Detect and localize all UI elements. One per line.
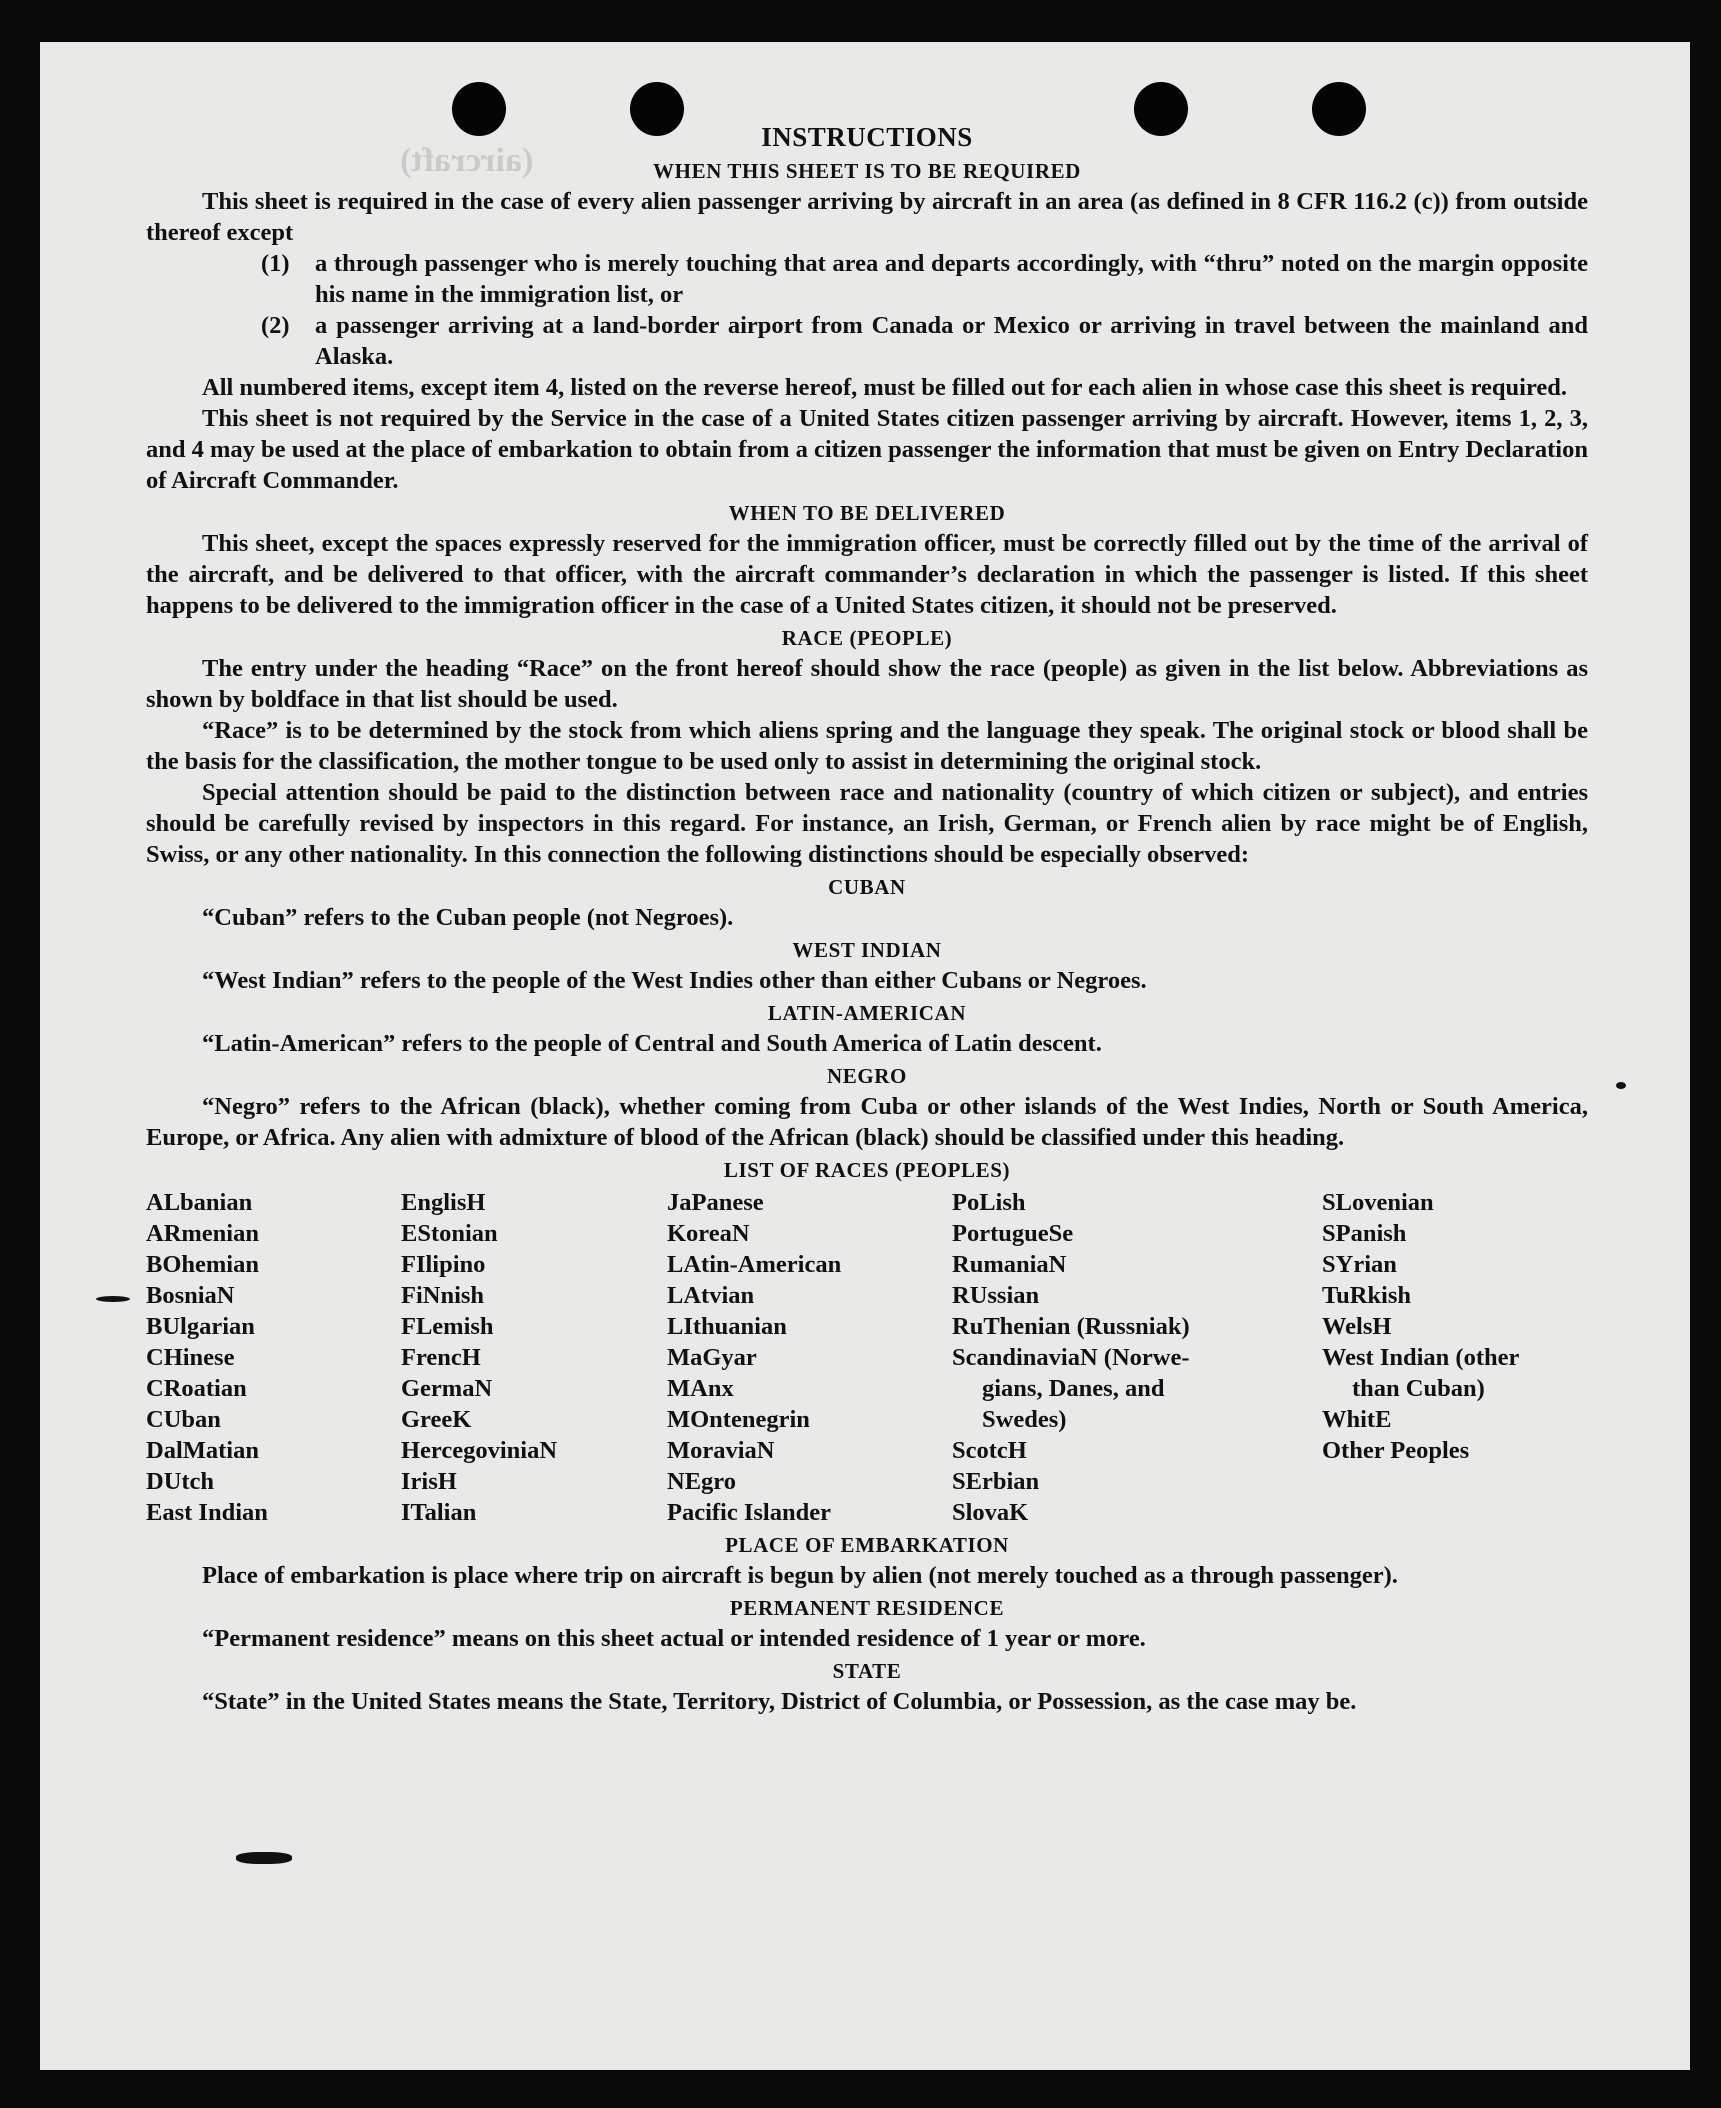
section-heading: PERMANENT RESIDENCE [729,1596,1005,1620]
race-entry: SLovenian [1322,1189,1434,1216]
race-entry: Other Peoples [1322,1437,1470,1464]
item-number: (1) [261,250,290,277]
page-title: INSTRUCTIONS [761,122,973,152]
race-entry: DUtch [146,1468,215,1495]
section-heading: LATIN-AMERICAN [767,1001,967,1025]
race-entry: BUlgarian [146,1313,255,1340]
race-entry: ALbanian [146,1189,253,1216]
race-entry: GreeK [401,1406,472,1433]
race-entry: BosniaN [146,1282,235,1309]
instructions-content [146,120,1588,1717]
race-entry: RuThenian (Russniak) [952,1313,1190,1340]
race-entry: FrencH [401,1344,481,1371]
ink-speck [96,1296,130,1302]
paragraph: “State” in the United States means the State, Territory, District of Columbia, or Possession, as the case may be. [202,1688,1357,1715]
paragraph: “West Indian” refers to the people of the West Indies other than either Cubans or Negroes. [202,967,1147,994]
section-heading: WHEN THIS SHEET IS TO BE REQUIRED [653,159,1081,183]
paragraph: “Latin-American” refers to the people of Central and South America of Latin descent. [202,1030,1102,1057]
paragraph: “Cuban” refers to the Cuban people (not Negroes). [202,904,734,931]
race-entry: gians, Danes, and [982,1375,1165,1402]
race-entry: LAtvian [667,1282,755,1309]
race-entry: MOntenegrin [667,1406,810,1433]
ink-speck [1616,1082,1626,1089]
race-entry: BOhemian [146,1251,259,1278]
paragraph: “Permanent residence” means on this sheet actual or intended residence of 1 year or more. [202,1625,1146,1652]
section-heading: NEGRO [826,1064,907,1088]
paragraph: Place of embarkation is place where trip on aircraft is begun by alien (not merely touched as a through passenger). [202,1562,1398,1589]
race-entry: West Indian (other [1322,1344,1520,1371]
race-entry: GermaN [401,1375,493,1402]
race-entry: LIthuanian [667,1313,787,1340]
race-entry: DalMatian [146,1437,259,1464]
race-column [1322,1187,1588,1528]
race-entry: ScandinaviaN (Norwe- [952,1344,1190,1371]
race-entry: TuRkish [1322,1282,1412,1309]
section-heading: RACE (PEOPLE) [781,626,953,650]
race-entry: CHinese [146,1344,235,1371]
race-column [401,1187,667,1528]
section-heading: STATE [832,1659,902,1683]
paragraph: “Race” is to be determined by the stock from which aliens spring and the language they speak. The original stock or blood shall be the basis for the classification, the mother tongue to be used only to assist in determining the original stock. [146,717,1588,775]
paragraph: “Negro” refers to the African (black), whether coming from Cuba or other islands of the West Indies, North or South America, Europe, or Africa. Any alien with admixture of blood of the African (black) should be classified under this heading. [146,1093,1588,1151]
document-sheet [40,42,1690,2070]
race-entry: WelsH [1322,1313,1392,1340]
race-entry: PoLish [952,1189,1026,1216]
race-entry: FIlipino [401,1251,486,1278]
race-entry: RUssian [952,1282,1040,1309]
race-entry: IrisH [401,1468,457,1495]
paragraph: This sheet, except the spaces expressly reserved for the immigration officer, must be correctly filled out by the time of the arrival of the aircraft, and be delivered to that officer, with the aircraft commander’s declaration in which the passenger is listed. If this sheet happens to be delivered to the immigration officer in the case of a United States citizen, it should not be preserved. [146,530,1588,619]
race-entry: HercegoviniaN [401,1437,558,1464]
list-item [261,248,1588,310]
race-entry: LAtin-American [667,1251,842,1278]
section-heading: CUBAN [828,875,906,899]
race-list [146,1187,1588,1528]
race-entry: EStonian [401,1220,498,1247]
race-column [952,1187,1322,1528]
race-entry: JaPanese [667,1189,764,1216]
paragraph: Special attention should be paid to the distinction between race and nationality (country of which citizen or subject), and entries should be carefully revised by inspectors in this regard. For instance, an Irish, German, or French alien by race might be of English, Swiss, or any other nationality. In this connection the following distinctions should be especially observed: [146,779,1588,868]
item-text: a through passenger who is merely touching that area and departs accordingly, with “thru” noted on the margin opposite his name in the immigration list, or [315,250,1588,308]
race-entry: Pacific Islander [667,1499,831,1526]
race-entry: East Indian [146,1499,268,1526]
paragraph: This sheet is not required by the Service in the case of a United States citizen passenger arriving by aircraft. However, items 1, 2, 3, and 4 may be used at the place of embarkation to obtain from a citizen passenger the information that must be given on Entry Declaration of Aircraft Commander. [146,405,1588,494]
paragraph: This sheet is required in the case of every alien passenger arriving by aircraft in an area (as defined in 8 CFR 116.2 (c)) from outside thereof except [146,188,1588,246]
race-entry: PortugueSe [952,1220,1074,1247]
section-heading: WHEN TO BE DELIVERED [728,501,1006,525]
paragraph: All numbered items, except item 4, listed on the reverse hereof, must be filled out for each alien in whose case this sheet is required. [202,374,1568,401]
race-entry: SPanish [1322,1220,1407,1247]
race-column [146,1187,401,1528]
list-item [261,310,1588,372]
race-entry: ScotcH [952,1437,1027,1464]
section-heading: LIST OF RACES (PEOPLES) [723,1158,1011,1182]
race-entry: MaGyar [667,1344,757,1371]
race-entry: than Cuban) [1352,1375,1485,1402]
race-entry: SYrian [1322,1251,1397,1278]
item-number: (2) [261,312,290,339]
bleed-through: (aircraft) [400,142,534,179]
section-heading: PLACE OF EMBARKATION [725,1533,1009,1557]
race-entry: FiNnish [401,1282,485,1309]
race-entry: FLemish [401,1313,494,1340]
paragraph: The entry under the heading “Race” on the front hereof should show the race (people) as given in the list below. Abbreviations as shown by boldface in that list should be used. [146,655,1588,713]
race-entry: SErbian [952,1468,1040,1495]
race-entry: CRoatian [146,1375,247,1402]
race-entry: WhitE [1322,1406,1392,1433]
race-entry: MoraviaN [667,1437,775,1464]
race-entry: KoreaN [667,1220,750,1247]
section-heading: WEST INDIAN [792,938,942,962]
race-entry: EnglisH [401,1189,486,1216]
race-entry: ITalian [401,1499,477,1526]
race-entry: RumaniaN [952,1251,1067,1278]
race-entry: Swedes) [982,1406,1067,1433]
race-column [667,1187,952,1528]
race-entry: SlovaK [952,1499,1029,1526]
item-text: a passenger arriving at a land-border airport from Canada or Mexico or arriving in travel between the mainland and Alaska. [315,312,1588,370]
ink-speck [236,1852,292,1864]
race-entry: MAnx [667,1375,734,1402]
race-entry: NEgro [667,1468,736,1495]
race-entry: ARmenian [146,1220,259,1247]
race-entry: CUban [146,1406,221,1433]
